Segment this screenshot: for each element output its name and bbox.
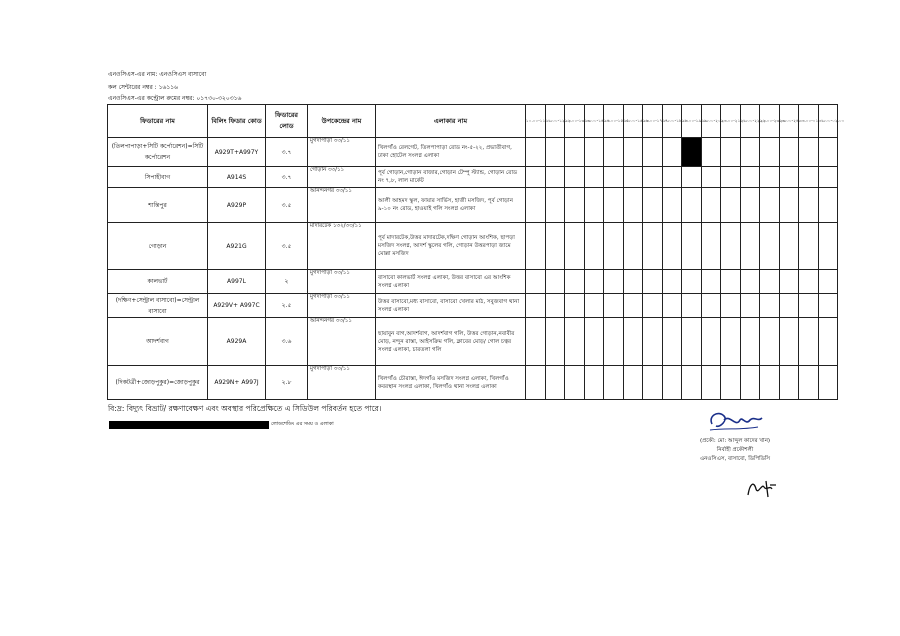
slot-cell <box>701 318 721 366</box>
slot-cell <box>643 270 663 294</box>
area-cell: খিলগাঁও চৌরাস্তা, ঈদগাঁও মসজিদ সংলগ্ন এলাকা, খিলগাঁও কবরস্থান সংলগ্ন এলাকা, খিলগাঁও থানা সংলগ্ন এলাকা <box>376 366 526 400</box>
slot-cell <box>584 138 604 167</box>
slot-cell <box>526 270 546 294</box>
slot-cell <box>526 294 546 318</box>
feeder-load-cell: ২.৮ <box>266 366 308 400</box>
slot-cell <box>623 294 643 318</box>
header-time-slot: ০১.০০-০২.০০ <box>818 105 838 138</box>
slot-cell <box>584 223 604 270</box>
slot-cell <box>565 294 585 318</box>
slot-cell <box>662 366 682 400</box>
feeder-code-cell: A929V+ A997C <box>208 294 266 318</box>
slot-cell <box>584 270 604 294</box>
header-time-slot: ২১.০০-২২.০০ <box>740 105 760 138</box>
slot-cell <box>682 366 702 400</box>
table-row <box>108 138 838 167</box>
slot-cell <box>565 270 585 294</box>
slot-cell <box>643 294 663 318</box>
signatory-office: এনওসিএস, বাসাবো, ডিপিডিসি <box>699 456 771 462</box>
header-time-slot: ১২.০০-১৩.০০ <box>565 105 585 138</box>
slot-cell <box>799 188 819 223</box>
slot-cell <box>701 138 721 167</box>
slot-cell <box>779 138 799 167</box>
header-time-slot: ১৭.০০-১৮.০০ <box>662 105 682 138</box>
header-time-slot: ১৮.০০-১৯.০০ <box>682 105 702 138</box>
slot-cell <box>682 188 702 223</box>
slot-cell <box>760 318 780 366</box>
slot-cell <box>584 318 604 366</box>
slot-cell <box>740 167 760 188</box>
slot-cell <box>526 167 546 188</box>
slot-cell <box>682 318 702 366</box>
slot-cell <box>623 270 643 294</box>
slot-cell <box>604 294 624 318</box>
slot-cell <box>701 188 721 223</box>
slot-cell <box>721 270 741 294</box>
feeder-name-cell: গোড়ান <box>108 223 208 270</box>
slot-cell <box>604 318 624 366</box>
slot-cell <box>565 366 585 400</box>
slot-cell <box>760 366 780 400</box>
slot-cell <box>565 223 585 270</box>
slot-cell <box>643 366 663 400</box>
feeder-name-cell: (দিকটর্ত্রী+জোড়পুকুর)=জোড়পুকুর <box>108 366 208 400</box>
feeder-load-cell: ৩.৭ <box>266 138 308 167</box>
feeder-name-cell: শান্তিপুর <box>108 188 208 223</box>
header-time-slot: ১৫.০০-১৬.০০ <box>623 105 643 138</box>
slot-cell <box>682 223 702 270</box>
table-row <box>108 294 838 318</box>
slot-cell <box>623 223 643 270</box>
substation-cell: মুগদাপাড়া ৩৩/১১ <box>308 270 376 294</box>
slot-cell <box>818 167 838 188</box>
slot-cell <box>760 138 780 167</box>
slot-cell <box>604 223 624 270</box>
slot-cell <box>779 223 799 270</box>
slot-cell <box>643 318 663 366</box>
slot-cell <box>721 223 741 270</box>
slot-cell <box>721 188 741 223</box>
feeder-name-cell: সিপাহীবাগ <box>108 167 208 188</box>
slot-cell <box>662 318 682 366</box>
slot-cell <box>526 138 546 167</box>
slot-cell <box>604 138 624 167</box>
slot-cell <box>799 366 819 400</box>
slot-cell <box>818 223 838 270</box>
signature-image <box>706 408 766 434</box>
slot-cell <box>623 167 643 188</box>
slot-cell <box>584 167 604 188</box>
area-cell: খিলগাঁও রেলগেট, তিলপাপাড়া রোড নং-৫-২২, প্রভাতীবাগ, ঢাকা হোটেল সংলগ্ন এলাকা <box>376 138 526 167</box>
slot-cell <box>565 138 585 167</box>
slot-cell <box>740 294 760 318</box>
slot-cell <box>623 138 643 167</box>
call-center-line: কল সেন্টারের নম্বর : ১৬১১৬ <box>108 84 179 91</box>
header-feeder-name: ফিডারের নাম <box>108 105 208 138</box>
slot-cell <box>526 188 546 223</box>
header-time-slot: ০০.০০-০১.০০ <box>799 105 819 138</box>
table-row <box>108 270 838 294</box>
feeder-code-cell: A929N+ A997J <box>208 366 266 400</box>
slot-cell <box>779 366 799 400</box>
slot-cell <box>818 138 838 167</box>
slot-cell <box>604 167 624 188</box>
substation-cell: মুগদাপাড়া ৩৩/১১ <box>308 138 376 167</box>
area-cell: পূর্ব মাদারটেক,উত্তর মাদারটেক,দক্ষিণ গোড়ান আংশিক, ছাপড়া মসজিদ সংলগ্ন, আদর্শ স্কুলের গলি, গোড়ান উত্তরপাড়া জামে মোল্লা মসজিদ <box>376 223 526 270</box>
slot-cell <box>818 318 838 366</box>
slot-cell <box>799 318 819 366</box>
slot-cell <box>623 366 643 400</box>
slot-cell <box>799 294 819 318</box>
slot-cell <box>740 138 760 167</box>
header-time-slot: ২০.০০-২১.০০ <box>721 105 741 138</box>
slot-cell <box>662 270 682 294</box>
slot-cell <box>799 270 819 294</box>
slot-cell <box>545 138 565 167</box>
substation-cell: মাদারটেক ১৩২/৩৩/১১ <box>308 223 376 270</box>
slot-cell <box>818 366 838 400</box>
noc-name-line: এনওসিএস-এর নাম: এনওসিএস বাসাবো <box>108 71 207 78</box>
table-row <box>108 223 838 270</box>
slot-cell <box>526 223 546 270</box>
header-time-slot: ২২.০০-২৩.০০ <box>760 105 780 138</box>
feeder-code-cell: A929A <box>208 318 266 366</box>
substation-cell: গোড়ান ৩৩/১১ <box>308 167 376 188</box>
header-billing-code: বিলিং ফিডার কোড <box>208 105 266 138</box>
slot-cell <box>740 188 760 223</box>
loadshedding-schedule-table <box>107 104 845 400</box>
slot-cell <box>818 188 838 223</box>
slot-cell <box>818 270 838 294</box>
slot-cell <box>760 270 780 294</box>
slot-cell <box>779 188 799 223</box>
slot-cell <box>760 167 780 188</box>
slot-cell <box>721 167 741 188</box>
slot-cell <box>760 294 780 318</box>
slot-cell <box>545 188 565 223</box>
slot-cell <box>565 167 585 188</box>
area-cell: উত্তর বাসাবো,মধ্য বাসাবো, বাসাবো খেলার মাঠ, সবুজবাগ থানা সংলগ্ন এলাকা <box>376 294 526 318</box>
slot-cell <box>604 366 624 400</box>
slot-cell <box>799 138 819 167</box>
slot-cell <box>799 167 819 188</box>
slot-cell <box>623 318 643 366</box>
slot-cell <box>721 318 741 366</box>
feeder-code-cell: A914S <box>208 167 266 188</box>
header-time-slot: ১৬.০০-১৭.০০ <box>643 105 663 138</box>
slot-cell <box>643 138 663 167</box>
slot-cell <box>760 223 780 270</box>
feeder-name-cell: (তিলপাপাড়া+সিটি কর্পোরেশন)=সিটি কর্পোরেশন <box>108 138 208 167</box>
substation-cell: মুগদাপাড়া ৩৩/১১ <box>308 294 376 318</box>
slot-cell <box>721 138 741 167</box>
header-substation: উপকেন্দ্রের নাম <box>308 105 376 138</box>
slot-cell <box>779 294 799 318</box>
slot-cell <box>545 223 565 270</box>
slot-cell <box>643 167 663 188</box>
slot-cell <box>662 294 682 318</box>
slot-cell <box>565 318 585 366</box>
slot-cell <box>682 167 702 188</box>
header-time-slot: ১০.০০-১১.০০ <box>526 105 546 138</box>
slot-cell <box>662 223 682 270</box>
slot-cell <box>721 294 741 318</box>
slot-cell <box>643 188 663 223</box>
slot-cell <box>779 167 799 188</box>
legend-swatch <box>109 421 269 429</box>
slot-cell <box>545 270 565 294</box>
table-row <box>108 366 838 400</box>
slot-cell <box>740 366 760 400</box>
slot-cell <box>545 294 565 318</box>
substation-cell: মুগদাপাড়া ৩৩/১১ <box>308 366 376 400</box>
table-row <box>108 188 838 223</box>
slot-cell <box>526 366 546 400</box>
slot-cell <box>779 270 799 294</box>
slot-cell <box>604 270 624 294</box>
feeder-code-cell: A997L <box>208 270 266 294</box>
header-time-slot: ১৩.০০-১৪.০০ <box>584 105 604 138</box>
slot-cell <box>701 223 721 270</box>
slot-cell <box>545 318 565 366</box>
slot-cell <box>623 188 643 223</box>
table-row <box>108 167 838 188</box>
header-time-slot: ১১.০০-১২.০০ <box>545 105 565 138</box>
slot-cell <box>701 167 721 188</box>
control-room-line: এনওসিএস-এর কন্ট্রোল রুমের নম্বর: ০১৭৩০-৩২০৩১৬ <box>108 95 242 102</box>
area-cell: আলী আহমদ স্কুল, ফায়ার সার্ভিস, হাজী মসজিদ, পূর্ব গোড়ান ৯-১০ নং রোড, হাওয়াই গলি সংলগ্ন এলাকা <box>376 188 526 223</box>
slot-cell <box>584 366 604 400</box>
header-time-slot: ১৪.০০-১৫.০০ <box>604 105 624 138</box>
slot-cell <box>604 188 624 223</box>
feeder-code-cell: A921G <box>208 223 266 270</box>
substation-cell: আনন্দনগর ৩৩/১১ <box>308 318 376 366</box>
feeder-name-cell: কালভার্ট <box>108 270 208 294</box>
slot-cell <box>740 270 760 294</box>
slot-cell <box>682 294 702 318</box>
slot-cell <box>682 270 702 294</box>
slot-cell <box>545 366 565 400</box>
slot-cell <box>740 223 760 270</box>
slot-cell <box>545 167 565 188</box>
header-area: এলাকার নাম <box>376 105 526 138</box>
feeder-load-cell: ৩.৫ <box>266 188 308 223</box>
area-cell: বাসাবো কালভার্ট সংলগ্ন এলাকা, উত্তর বাসাবো এর আংশিক সংলগ্ন এলাকা <box>376 270 526 294</box>
slot-cell <box>584 294 604 318</box>
slot-cell <box>701 294 721 318</box>
substation-cell: আনন্দনগর ৩৩/১১ <box>308 188 376 223</box>
slot-cell <box>643 223 663 270</box>
slot-cell <box>526 318 546 366</box>
slot-cell <box>584 188 604 223</box>
feeder-load-cell: ৩.৫ <box>266 223 308 270</box>
feeder-name-cell: (দক্ষিণ+সেন্ট্রাল বাসাবো)=সেন্ট্রাল বাসাবো <box>108 294 208 318</box>
feeder-code-cell: A929P <box>208 188 266 223</box>
feeder-load-cell: ২ <box>266 270 308 294</box>
schedule-note: বি:দ্র: বিদ্যুৎ বিভ্রাট/ রক্ষণাবেক্ষণ এবং অবস্থার পরিপ্রেক্ষিতে এ সিডিউল পরিবর্তন হতে পারে। <box>108 404 382 413</box>
feeder-load-cell: ৩.৭ <box>266 167 308 188</box>
signatory-title: নির্বাহী প্রকৌশলী <box>716 447 754 453</box>
header-load: ফিডারের লোড <box>266 105 308 138</box>
slot-cell <box>799 223 819 270</box>
slot-cell <box>779 318 799 366</box>
slot-cell-shedding <box>682 138 702 167</box>
area-cell: পূর্ব গোড়ান,গোড়ান বাজার,গোড়ান টেম্পু স্ট্যান্ড, গোড়ান রোড নং ৭,৮, লাল মার্কেট <box>376 167 526 188</box>
slot-cell <box>721 366 741 400</box>
header-time-slot: ২৩.০০-২৪.০০ <box>779 105 799 138</box>
legend-label: লোডশেডিং এর সময় ও এলাকা <box>271 421 334 427</box>
table-row <box>108 318 838 366</box>
initials-signature-image <box>744 477 778 501</box>
table-header-row <box>108 105 838 138</box>
feeder-load-cell: ২.৫ <box>266 294 308 318</box>
slot-cell <box>662 188 682 223</box>
slot-cell <box>760 188 780 223</box>
feeder-load-cell: ৩.৬ <box>266 318 308 366</box>
slot-cell <box>818 294 838 318</box>
signatory-name: (প্রকৌ: মো: আব্দুল কাদের খান) <box>699 438 771 444</box>
slot-cell <box>662 167 682 188</box>
area-cell: ছায়াবুন বাগ,আদর্শবাগ, আদর্শবাগ গলি, উত্তর গোড়ান,নবাবীর মোড়, নন্দুন রাস্তা, আইসক্রিম গলি, ক্লাবের মোড়/ গোল চত্বর সংলগ্ন এলাকা, চারতলা গলি <box>376 318 526 366</box>
slot-cell <box>701 270 721 294</box>
header-time-slot: ১৯.০০-২০.০০ <box>701 105 721 138</box>
slot-cell <box>701 366 721 400</box>
slot-cell <box>565 188 585 223</box>
feeder-code-cell: A929T+A997Y <box>208 138 266 167</box>
slot-cell <box>740 318 760 366</box>
feeder-name-cell: আদর্শবাগ <box>108 318 208 366</box>
slot-cell <box>662 138 682 167</box>
